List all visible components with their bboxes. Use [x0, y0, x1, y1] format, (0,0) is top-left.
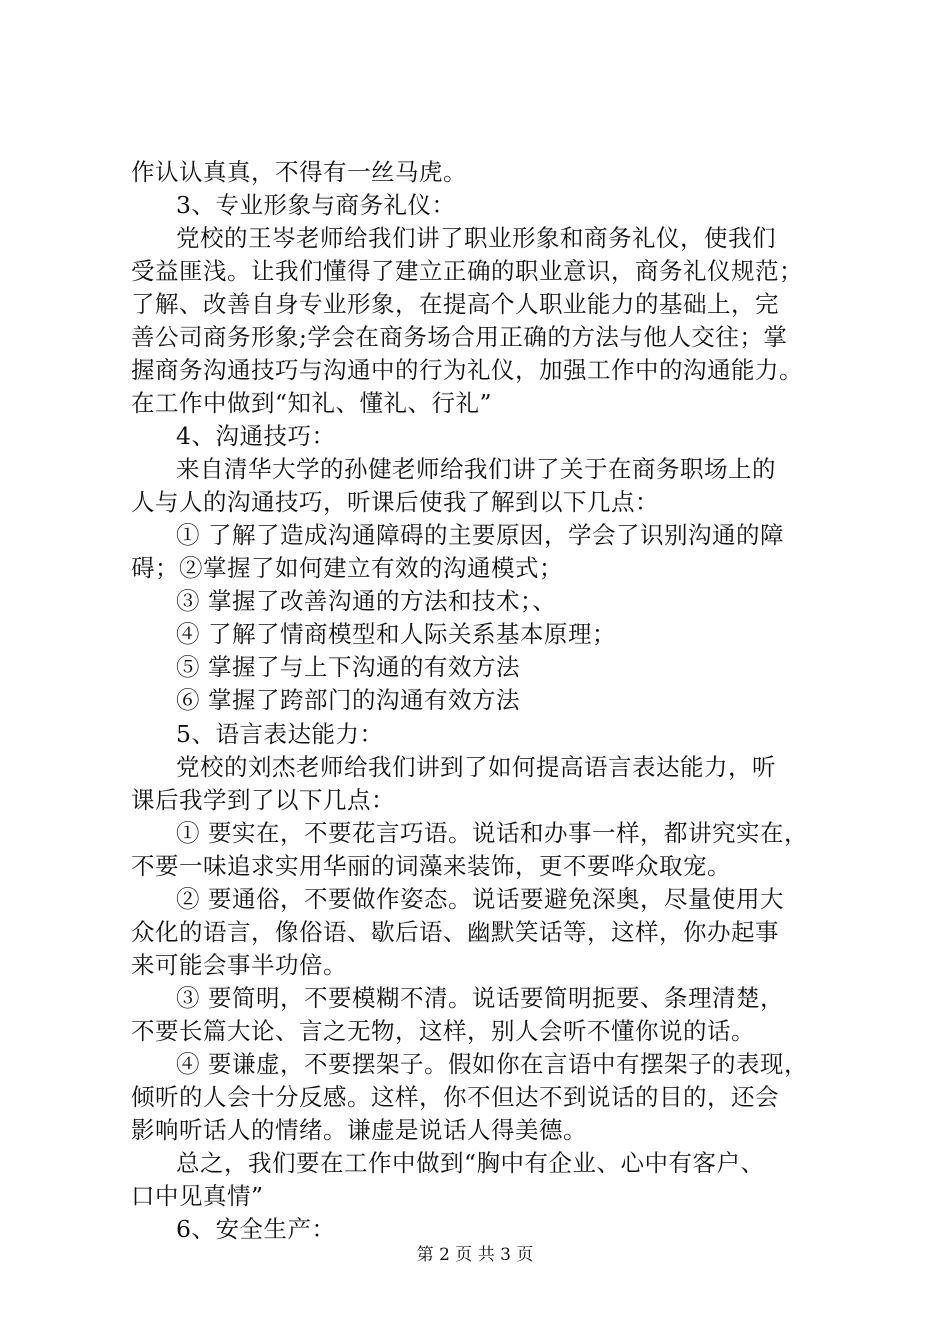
paragraph-line: 4、沟通技巧： — [176, 422, 336, 450]
paragraph-line: 口中见真情” — [131, 1182, 264, 1210]
paragraph-line: 3、专业形象与商务礼仪： — [176, 191, 456, 219]
paragraph-line: 6、安全生产： — [176, 1215, 336, 1243]
paragraph-line: 总之，我们要在工作中做到“胸中有企业、心中有客户、 — [176, 1149, 765, 1177]
paragraph-line: 握商务沟通技巧与沟通中的行为礼仪，加强工作中的沟通能力。 — [131, 356, 803, 384]
paragraph-line: 来可能会事半功倍。 — [131, 951, 347, 979]
paragraph-line: 众化的语言，像俗语、歇后语、幽默笑话等，这样，你办起事 — [131, 918, 779, 946]
paragraph-line: ② 要通俗，不要做作姿态。说话要避免深奥，尽量使用大 — [176, 885, 784, 913]
paragraph-line: 作认认真真，不得有一丝马虎。 — [131, 158, 467, 186]
paragraph-line: 了解、改善自身专业形象，在提高个人职业能力的基础上，完 — [131, 290, 779, 318]
page-footer: 第 2 页 共 3 页 — [416, 1245, 534, 1265]
paragraph-line: 在工作中做到“知礼、懂礼、行礼” — [131, 389, 493, 417]
paragraph-line: 5、语言表达能力： — [176, 720, 384, 748]
paragraph-line: 课后我学到了以下几点： — [131, 786, 395, 814]
paragraph-line: 善公司商务形象;学会在商务场合用正确的方法与他人交往；掌 — [131, 323, 788, 351]
paragraph-line: 影响听话人的情绪。谦虚是说话人得美德。 — [131, 1116, 587, 1144]
paragraph-line: ④ 要谦虚，不要摆架子。假如你在言语中有摆架子的表现， — [176, 1050, 808, 1078]
paragraph-line: 受益匪浅。让我们懂得了建立正确的职业意识，商务礼仪规范； — [131, 257, 803, 285]
paragraph-line: 倾听的人会十分反感。这样，你不但达不到说话的目的，还会 — [131, 1083, 779, 1111]
paragraph-line: 人与人的沟通技巧，听课后使我了解到以下几点： — [131, 488, 659, 516]
paragraph-line: 不要长篇大论、言之无物，这样，别人会听不懂你说的话。 — [131, 1017, 755, 1045]
paragraph-line: ⑤ 掌握了与上下沟通的有效方法 — [176, 653, 520, 681]
paragraph-line: 党校的刘杰老师给我们讲到了如何提高语言表达能力，听 — [176, 753, 776, 781]
paragraph-line: 碍；②掌握了如何建立有效的沟通模式； — [131, 554, 563, 582]
paragraph-line: ④ 了解了情商模型和人际关系基本原理； — [176, 620, 616, 648]
paragraph-line: ⑥ 掌握了跨部门的沟通有效方法 — [176, 686, 520, 714]
paragraph-line: ③ 要简明，不要模糊不清。说话要简明扼要、条理清楚， — [176, 984, 784, 1012]
paragraph-line: 不要一味追求实用华丽的词藻来装饰，更不要哗众取宠。 — [131, 852, 731, 880]
paragraph-line: ③ 掌握了改善沟通的方法和技术；、 — [176, 587, 557, 615]
paragraph-line: 来自清华大学的孙健老师给我们讲了关于在商务职场上的 — [176, 455, 776, 483]
paragraph-line: 党校的王岑老师给我们讲了职业形象和商务礼仪，使我们 — [176, 224, 776, 252]
paragraph-line: ① 了解了造成沟通障碍的主要原因，学会了识别沟通的障 — [176, 521, 784, 549]
paragraph-line: ① 要实在，不要花言巧语。说话和办事一样，都讲究实在， — [176, 819, 808, 847]
